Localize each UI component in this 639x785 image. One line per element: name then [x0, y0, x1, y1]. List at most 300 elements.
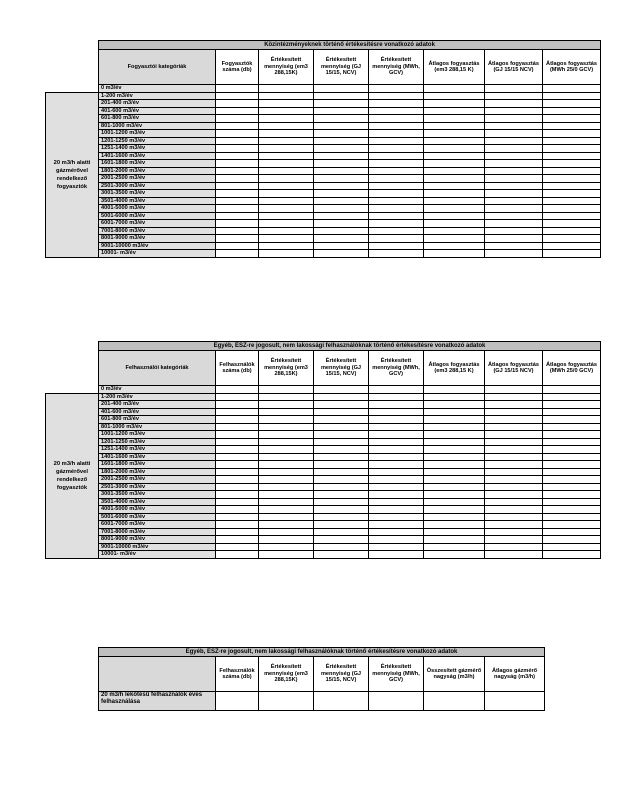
- data-cell[interactable]: [424, 92, 485, 100]
- data-cell[interactable]: [369, 122, 424, 130]
- data-cell[interactable]: [424, 498, 485, 506]
- data-cell[interactable]: [216, 483, 259, 491]
- data-cell[interactable]: [424, 160, 485, 168]
- data-cell[interactable]: [259, 205, 314, 213]
- data-cell[interactable]: [369, 235, 424, 243]
- data-cell[interactable]: [216, 468, 259, 476]
- data-cell[interactable]: [216, 235, 259, 243]
- data-cell[interactable]: [543, 431, 601, 439]
- data-cell[interactable]: [314, 408, 369, 416]
- data-cell[interactable]: [424, 130, 485, 138]
- data-cell[interactable]: [424, 235, 485, 243]
- data-cell[interactable]: [314, 483, 369, 491]
- data-cell[interactable]: [485, 453, 543, 461]
- data-cell[interactable]: [259, 92, 314, 100]
- data-cell[interactable]: [543, 235, 601, 243]
- data-cell[interactable]: [485, 521, 543, 529]
- data-cell[interactable]: [259, 115, 314, 123]
- data-cell[interactable]: [216, 438, 259, 446]
- data-cell[interactable]: [259, 85, 314, 93]
- data-cell[interactable]: [485, 692, 545, 711]
- data-cell[interactable]: [369, 100, 424, 108]
- data-cell[interactable]: [424, 242, 485, 250]
- data-cell[interactable]: [543, 115, 601, 123]
- data-cell[interactable]: [259, 386, 314, 394]
- data-cell[interactable]: [543, 205, 601, 213]
- data-cell[interactable]: [259, 461, 314, 469]
- data-cell[interactable]: [424, 506, 485, 514]
- data-cell[interactable]: [485, 461, 543, 469]
- data-cell[interactable]: [259, 401, 314, 409]
- data-cell[interactable]: [369, 692, 424, 711]
- data-cell[interactable]: [216, 107, 259, 115]
- data-cell[interactable]: [543, 446, 601, 454]
- data-cell[interactable]: [543, 528, 601, 536]
- data-cell[interactable]: [216, 506, 259, 514]
- data-cell[interactable]: [424, 513, 485, 521]
- data-cell[interactable]: [543, 461, 601, 469]
- data-cell[interactable]: [259, 227, 314, 235]
- data-cell[interactable]: [424, 122, 485, 130]
- data-cell[interactable]: [369, 543, 424, 551]
- data-cell[interactable]: [543, 423, 601, 431]
- data-cell[interactable]: [259, 423, 314, 431]
- data-cell[interactable]: [314, 431, 369, 439]
- data-cell[interactable]: [485, 152, 543, 160]
- data-cell[interactable]: [216, 431, 259, 439]
- data-cell[interactable]: [369, 212, 424, 220]
- data-cell[interactable]: [424, 401, 485, 409]
- data-cell[interactable]: [543, 393, 601, 401]
- data-cell[interactable]: [216, 513, 259, 521]
- data-cell[interactable]: [369, 160, 424, 168]
- data-cell[interactable]: [369, 205, 424, 213]
- data-cell[interactable]: [216, 122, 259, 130]
- data-cell[interactable]: [259, 137, 314, 145]
- data-cell[interactable]: [424, 250, 485, 258]
- data-cell[interactable]: [424, 393, 485, 401]
- data-cell[interactable]: [369, 446, 424, 454]
- data-cell[interactable]: [424, 212, 485, 220]
- data-cell[interactable]: [485, 235, 543, 243]
- data-cell[interactable]: [424, 107, 485, 115]
- data-cell[interactable]: [259, 446, 314, 454]
- data-cell[interactable]: [216, 100, 259, 108]
- data-cell[interactable]: [216, 242, 259, 250]
- data-cell[interactable]: [259, 160, 314, 168]
- data-cell[interactable]: [543, 100, 601, 108]
- data-cell[interactable]: [216, 461, 259, 469]
- data-cell[interactable]: [314, 461, 369, 469]
- data-cell[interactable]: [424, 115, 485, 123]
- data-cell[interactable]: [424, 100, 485, 108]
- data-cell[interactable]: [369, 416, 424, 424]
- data-cell[interactable]: [216, 115, 259, 123]
- data-cell[interactable]: [259, 167, 314, 175]
- data-cell[interactable]: [543, 190, 601, 198]
- data-cell[interactable]: [485, 107, 543, 115]
- data-cell[interactable]: [314, 212, 369, 220]
- data-cell[interactable]: [259, 483, 314, 491]
- data-cell[interactable]: [485, 423, 543, 431]
- data-cell[interactable]: [369, 401, 424, 409]
- data-cell[interactable]: [314, 100, 369, 108]
- data-cell[interactable]: [485, 130, 543, 138]
- data-cell[interactable]: [216, 408, 259, 416]
- data-cell[interactable]: [216, 401, 259, 409]
- data-cell[interactable]: [424, 476, 485, 484]
- data-cell[interactable]: [485, 197, 543, 205]
- data-cell[interactable]: [485, 551, 543, 559]
- data-cell[interactable]: [314, 220, 369, 228]
- data-cell[interactable]: [216, 152, 259, 160]
- data-cell[interactable]: [314, 130, 369, 138]
- data-cell[interactable]: [543, 408, 601, 416]
- data-cell[interactable]: [424, 431, 485, 439]
- data-cell[interactable]: [485, 386, 543, 394]
- data-cell[interactable]: [424, 536, 485, 544]
- data-cell[interactable]: [543, 453, 601, 461]
- data-cell[interactable]: [543, 551, 601, 559]
- data-cell[interactable]: [216, 145, 259, 153]
- data-cell[interactable]: [259, 393, 314, 401]
- data-cell[interactable]: [369, 137, 424, 145]
- data-cell[interactable]: [216, 160, 259, 168]
- data-cell[interactable]: [216, 137, 259, 145]
- data-cell[interactable]: [485, 175, 543, 183]
- data-cell[interactable]: [259, 235, 314, 243]
- data-cell[interactable]: [259, 197, 314, 205]
- data-cell[interactable]: [259, 431, 314, 439]
- data-cell[interactable]: [424, 182, 485, 190]
- data-cell[interactable]: [543, 386, 601, 394]
- data-cell[interactable]: [314, 227, 369, 235]
- data-cell[interactable]: [543, 468, 601, 476]
- data-cell[interactable]: [369, 393, 424, 401]
- data-cell[interactable]: [485, 401, 543, 409]
- data-cell[interactable]: [216, 543, 259, 551]
- data-cell[interactable]: [485, 227, 543, 235]
- data-cell[interactable]: [314, 506, 369, 514]
- data-cell[interactable]: [259, 220, 314, 228]
- data-cell[interactable]: [216, 167, 259, 175]
- data-cell[interactable]: [314, 423, 369, 431]
- data-cell[interactable]: [259, 506, 314, 514]
- data-cell[interactable]: [216, 130, 259, 138]
- data-cell[interactable]: [369, 175, 424, 183]
- data-cell[interactable]: [259, 692, 314, 711]
- data-cell[interactable]: [424, 167, 485, 175]
- data-cell[interactable]: [259, 543, 314, 551]
- data-cell[interactable]: [216, 453, 259, 461]
- data-cell[interactable]: [485, 182, 543, 190]
- data-cell[interactable]: [485, 476, 543, 484]
- data-cell[interactable]: [216, 85, 259, 93]
- data-cell[interactable]: [485, 513, 543, 521]
- data-cell[interactable]: [259, 491, 314, 499]
- data-cell[interactable]: [543, 401, 601, 409]
- data-cell[interactable]: [314, 115, 369, 123]
- data-cell[interactable]: [314, 205, 369, 213]
- data-cell[interactable]: [424, 85, 485, 93]
- data-cell[interactable]: [314, 182, 369, 190]
- data-cell[interactable]: [216, 197, 259, 205]
- data-cell[interactable]: [424, 692, 485, 711]
- data-cell[interactable]: [216, 416, 259, 424]
- data-cell[interactable]: [314, 122, 369, 130]
- data-cell[interactable]: [216, 190, 259, 198]
- data-cell[interactable]: [314, 393, 369, 401]
- data-cell[interactable]: [216, 182, 259, 190]
- data-cell[interactable]: [259, 242, 314, 250]
- data-cell[interactable]: [259, 122, 314, 130]
- data-cell[interactable]: [485, 446, 543, 454]
- data-cell[interactable]: [216, 393, 259, 401]
- data-cell[interactable]: [314, 476, 369, 484]
- data-cell[interactable]: [369, 197, 424, 205]
- data-cell[interactable]: [259, 513, 314, 521]
- data-cell[interactable]: [259, 468, 314, 476]
- data-cell[interactable]: [314, 528, 369, 536]
- data-cell[interactable]: [543, 416, 601, 424]
- data-cell[interactable]: [485, 205, 543, 213]
- data-cell[interactable]: [216, 220, 259, 228]
- data-cell[interactable]: [369, 476, 424, 484]
- data-cell[interactable]: [369, 536, 424, 544]
- data-cell[interactable]: [424, 483, 485, 491]
- data-cell[interactable]: [314, 491, 369, 499]
- data-cell[interactable]: [485, 498, 543, 506]
- data-cell[interactable]: [424, 205, 485, 213]
- data-cell[interactable]: [314, 167, 369, 175]
- data-cell[interactable]: [485, 92, 543, 100]
- data-cell[interactable]: [424, 416, 485, 424]
- data-cell[interactable]: [424, 438, 485, 446]
- data-cell[interactable]: [369, 513, 424, 521]
- data-cell[interactable]: [543, 145, 601, 153]
- data-cell[interactable]: [485, 431, 543, 439]
- data-cell[interactable]: [369, 182, 424, 190]
- data-cell[interactable]: [314, 160, 369, 168]
- data-cell[interactable]: [543, 498, 601, 506]
- data-cell[interactable]: [314, 190, 369, 198]
- data-cell[interactable]: [314, 446, 369, 454]
- data-cell[interactable]: [259, 212, 314, 220]
- data-cell[interactable]: [369, 227, 424, 235]
- data-cell[interactable]: [369, 115, 424, 123]
- data-cell[interactable]: [314, 386, 369, 394]
- data-cell[interactable]: [543, 506, 601, 514]
- data-cell[interactable]: [369, 85, 424, 93]
- data-cell[interactable]: [216, 551, 259, 559]
- data-cell[interactable]: [216, 175, 259, 183]
- data-cell[interactable]: [369, 521, 424, 529]
- data-cell[interactable]: [259, 453, 314, 461]
- data-cell[interactable]: [314, 692, 369, 711]
- data-cell[interactable]: [314, 551, 369, 559]
- data-cell[interactable]: [314, 242, 369, 250]
- data-cell[interactable]: [314, 152, 369, 160]
- data-cell[interactable]: [424, 453, 485, 461]
- data-cell[interactable]: [216, 92, 259, 100]
- data-cell[interactable]: [485, 468, 543, 476]
- data-cell[interactable]: [485, 167, 543, 175]
- data-cell[interactable]: [485, 85, 543, 93]
- data-cell[interactable]: [543, 227, 601, 235]
- data-cell[interactable]: [216, 446, 259, 454]
- data-cell[interactable]: [314, 85, 369, 93]
- data-cell[interactable]: [259, 182, 314, 190]
- data-cell[interactable]: [543, 160, 601, 168]
- data-cell[interactable]: [369, 408, 424, 416]
- data-cell[interactable]: [369, 506, 424, 514]
- data-cell[interactable]: [485, 416, 543, 424]
- data-cell[interactable]: [485, 212, 543, 220]
- data-cell[interactable]: [259, 175, 314, 183]
- data-cell[interactable]: [543, 543, 601, 551]
- data-cell[interactable]: [485, 115, 543, 123]
- data-cell[interactable]: [314, 92, 369, 100]
- data-cell[interactable]: [314, 468, 369, 476]
- data-cell[interactable]: [424, 197, 485, 205]
- data-cell[interactable]: [369, 491, 424, 499]
- data-cell[interactable]: [485, 408, 543, 416]
- data-cell[interactable]: [216, 536, 259, 544]
- data-cell[interactable]: [216, 491, 259, 499]
- data-cell[interactable]: [424, 423, 485, 431]
- data-cell[interactable]: [369, 386, 424, 394]
- data-cell[interactable]: [369, 167, 424, 175]
- data-cell[interactable]: [259, 152, 314, 160]
- data-cell[interactable]: [485, 100, 543, 108]
- data-cell[interactable]: [424, 528, 485, 536]
- data-cell[interactable]: [543, 513, 601, 521]
- data-cell[interactable]: [314, 137, 369, 145]
- data-cell[interactable]: [543, 242, 601, 250]
- data-cell[interactable]: [485, 160, 543, 168]
- data-cell[interactable]: [314, 401, 369, 409]
- data-cell[interactable]: [543, 92, 601, 100]
- data-cell[interactable]: [314, 235, 369, 243]
- data-cell[interactable]: [369, 92, 424, 100]
- data-cell[interactable]: [259, 145, 314, 153]
- data-cell[interactable]: [216, 521, 259, 529]
- data-cell[interactable]: [424, 220, 485, 228]
- data-cell[interactable]: [424, 551, 485, 559]
- data-cell[interactable]: [369, 190, 424, 198]
- data-cell[interactable]: [543, 483, 601, 491]
- data-cell[interactable]: [424, 521, 485, 529]
- data-cell[interactable]: [485, 483, 543, 491]
- data-cell[interactable]: [314, 145, 369, 153]
- data-cell[interactable]: [314, 513, 369, 521]
- data-cell[interactable]: [543, 250, 601, 258]
- data-cell[interactable]: [369, 242, 424, 250]
- data-cell[interactable]: [543, 476, 601, 484]
- data-cell[interactable]: [369, 453, 424, 461]
- data-cell[interactable]: [543, 122, 601, 130]
- data-cell[interactable]: [369, 431, 424, 439]
- data-cell[interactable]: [485, 536, 543, 544]
- data-cell[interactable]: [485, 220, 543, 228]
- data-cell[interactable]: [543, 220, 601, 228]
- data-cell[interactable]: [424, 190, 485, 198]
- data-cell[interactable]: [259, 536, 314, 544]
- data-cell[interactable]: [543, 536, 601, 544]
- data-cell[interactable]: [216, 212, 259, 220]
- data-cell[interactable]: [543, 521, 601, 529]
- data-cell[interactable]: [314, 453, 369, 461]
- data-cell[interactable]: [314, 536, 369, 544]
- data-cell[interactable]: [369, 528, 424, 536]
- data-cell[interactable]: [259, 416, 314, 424]
- data-cell[interactable]: [314, 438, 369, 446]
- data-cell[interactable]: [314, 197, 369, 205]
- data-cell[interactable]: [543, 137, 601, 145]
- data-cell[interactable]: [485, 543, 543, 551]
- data-cell[interactable]: [314, 107, 369, 115]
- data-cell[interactable]: [543, 212, 601, 220]
- data-cell[interactable]: [543, 167, 601, 175]
- data-cell[interactable]: [314, 543, 369, 551]
- data-cell[interactable]: [424, 468, 485, 476]
- data-cell[interactable]: [424, 145, 485, 153]
- data-cell[interactable]: [369, 468, 424, 476]
- data-cell[interactable]: [216, 250, 259, 258]
- data-cell[interactable]: [314, 521, 369, 529]
- data-cell[interactable]: [314, 175, 369, 183]
- data-cell[interactable]: [314, 498, 369, 506]
- data-cell[interactable]: [485, 122, 543, 130]
- data-cell[interactable]: [369, 145, 424, 153]
- data-cell[interactable]: [216, 386, 259, 394]
- data-cell[interactable]: [259, 107, 314, 115]
- data-cell[interactable]: [259, 408, 314, 416]
- data-cell[interactable]: [543, 152, 601, 160]
- data-cell[interactable]: [369, 438, 424, 446]
- data-cell[interactable]: [216, 692, 259, 711]
- data-cell[interactable]: [216, 205, 259, 213]
- data-cell[interactable]: [424, 137, 485, 145]
- data-cell[interactable]: [369, 461, 424, 469]
- data-cell[interactable]: [424, 227, 485, 235]
- data-cell[interactable]: [369, 551, 424, 559]
- data-cell[interactable]: [424, 386, 485, 394]
- data-cell[interactable]: [314, 416, 369, 424]
- data-cell[interactable]: [259, 476, 314, 484]
- data-cell[interactable]: [216, 476, 259, 484]
- data-cell[interactable]: [543, 175, 601, 183]
- data-cell[interactable]: [259, 551, 314, 559]
- data-cell[interactable]: [485, 506, 543, 514]
- data-cell[interactable]: [424, 408, 485, 416]
- data-cell[interactable]: [369, 152, 424, 160]
- data-cell[interactable]: [369, 250, 424, 258]
- data-cell[interactable]: [543, 85, 601, 93]
- data-cell[interactable]: [216, 498, 259, 506]
- data-cell[interactable]: [424, 491, 485, 499]
- data-cell[interactable]: [216, 227, 259, 235]
- data-cell[interactable]: [259, 190, 314, 198]
- data-cell[interactable]: [424, 175, 485, 183]
- data-cell[interactable]: [259, 521, 314, 529]
- data-cell[interactable]: [369, 220, 424, 228]
- data-cell[interactable]: [259, 130, 314, 138]
- data-cell[interactable]: [369, 423, 424, 431]
- data-cell[interactable]: [485, 250, 543, 258]
- data-cell[interactable]: [259, 498, 314, 506]
- data-cell[interactable]: [485, 528, 543, 536]
